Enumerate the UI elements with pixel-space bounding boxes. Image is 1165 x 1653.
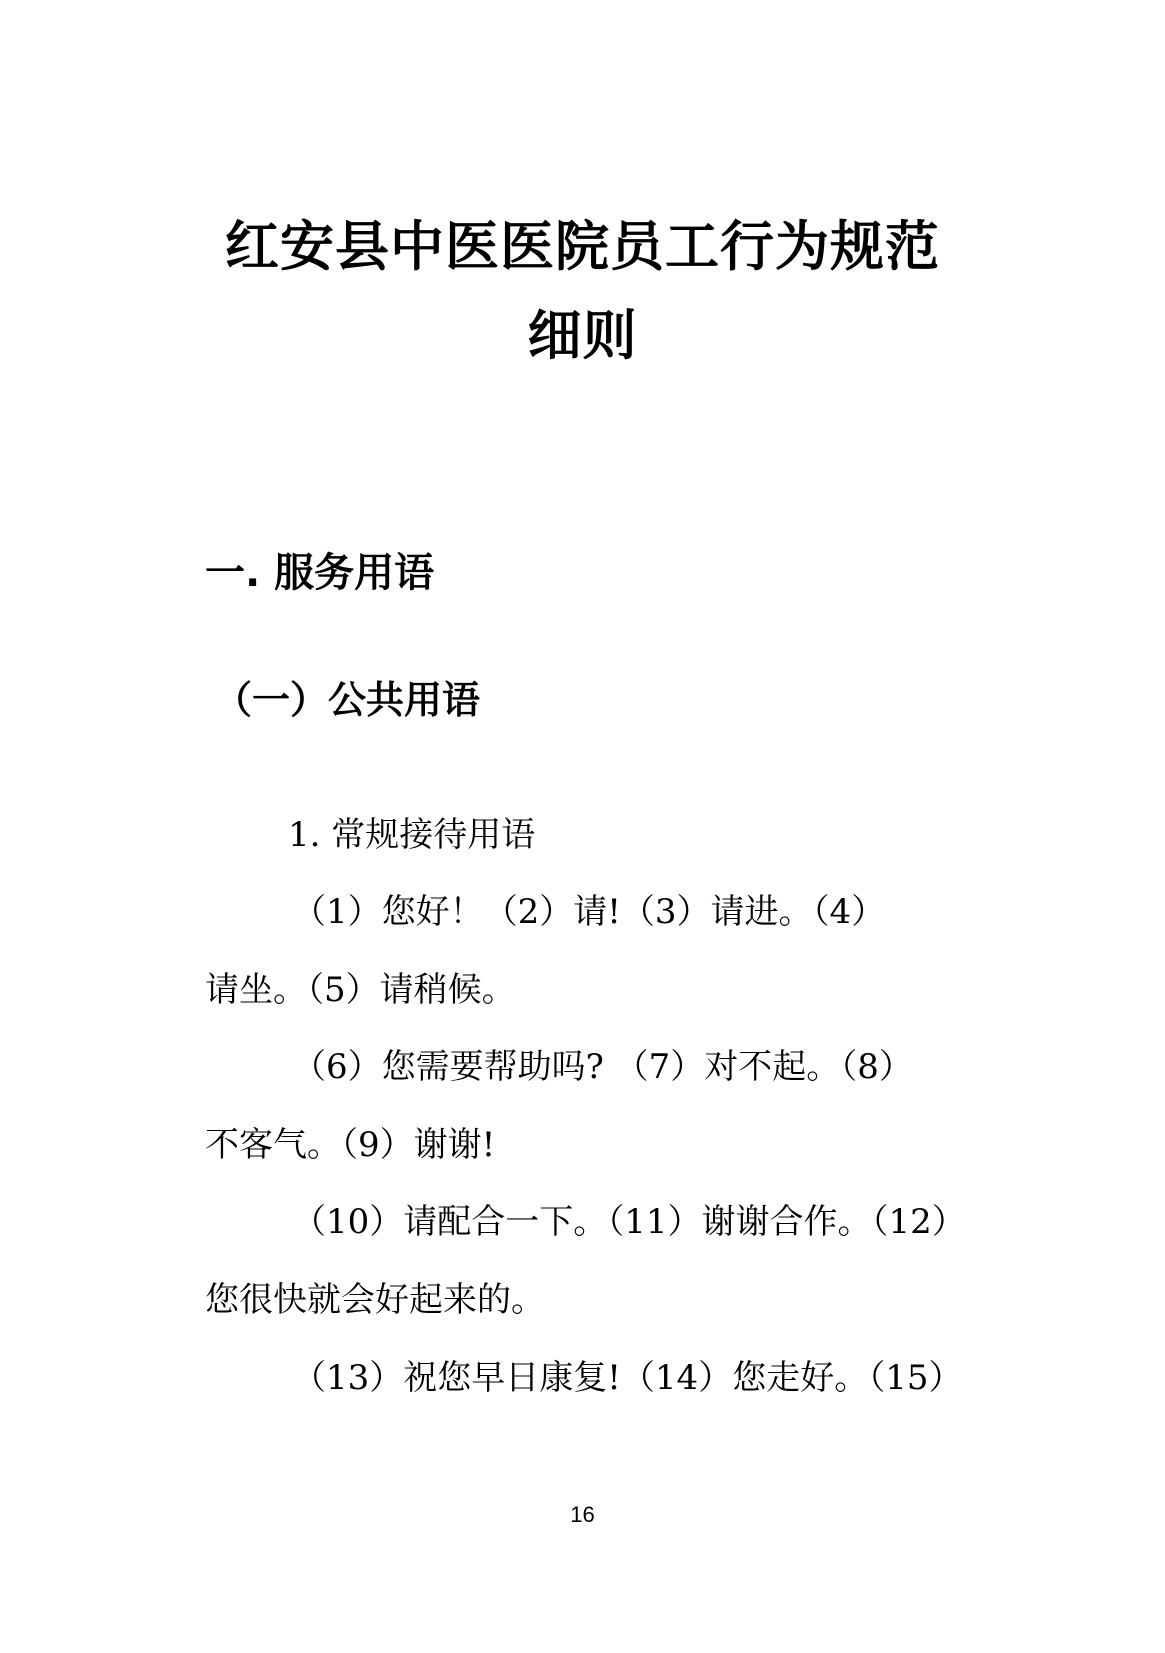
document-title-line-2: 细则 <box>527 304 638 367</box>
item-heading: 1. 常规接待用语 <box>288 815 536 855</box>
document-title-line-1: 红安县中医医院员工行为规范 <box>225 215 940 278</box>
paragraph-line: 不客气。（9）谢谢! <box>205 1125 496 1165</box>
paragraph-line: 您很快就会好起来的。 <box>205 1280 545 1320</box>
page-number: 16 <box>570 1502 595 1527</box>
paragraph-line: （6）您需要帮助吗? （7）对不起。（8） <box>292 1047 913 1087</box>
paragraph-line: （10）请配合一下。（11）谢谢合作。（12） <box>292 1202 966 1242</box>
paragraph-line: （13）祝您早日康复!（14）您走好。（15） <box>292 1358 963 1398</box>
section-heading: 一. 服务用语 <box>205 550 435 596</box>
paragraph-line: 请坐。（5）请稍候。 <box>205 970 516 1010</box>
subsection-heading: （一）公共用语 <box>214 678 481 722</box>
paragraph-line: （1）您好！（2）请!（3）请进。（4） <box>292 892 886 932</box>
